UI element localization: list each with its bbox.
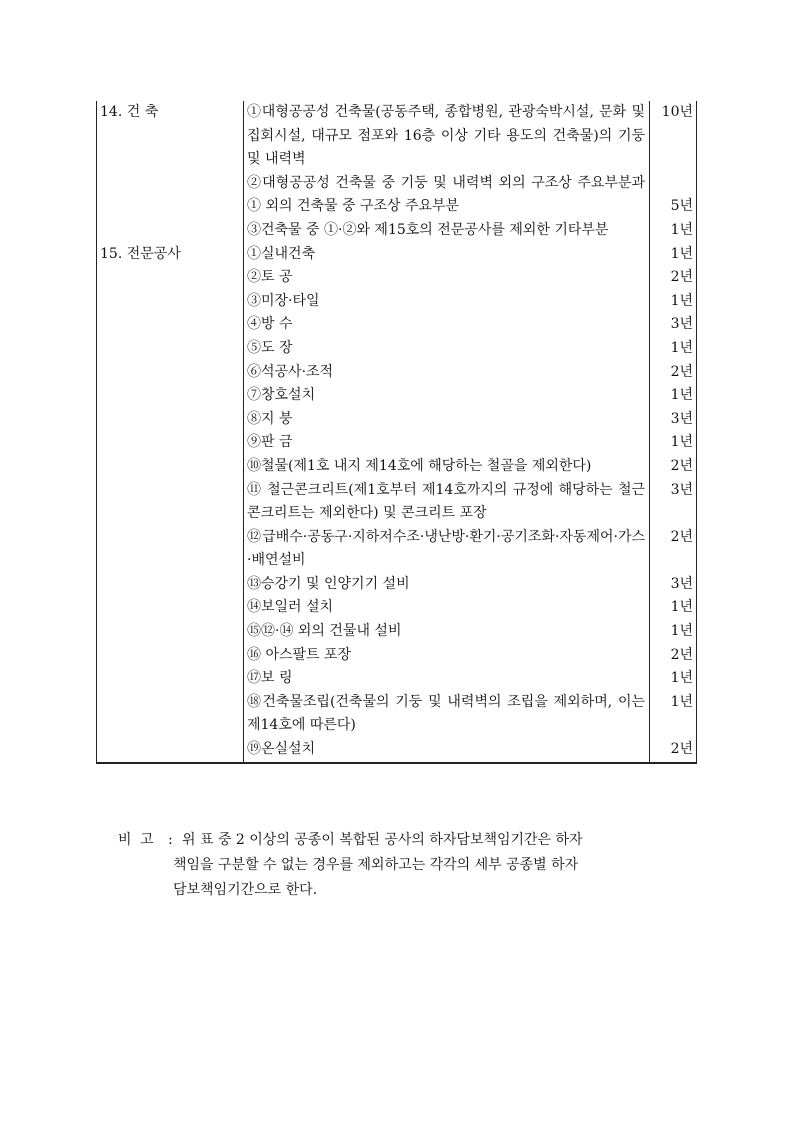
item-cell: ④방 수: [243, 313, 650, 337]
category-cell: [97, 738, 243, 762]
category-cell: [97, 644, 243, 668]
remark-line-3: 담보책임기간으로 한다.: [173, 882, 318, 898]
period-cell: 2년: [670, 457, 693, 474]
category-cell: [97, 266, 243, 290]
period-cell: 3년: [670, 575, 693, 592]
table-row: [97, 266, 696, 290]
table-row: [97, 455, 696, 479]
table-row: [97, 219, 696, 243]
remark-note: [118, 828, 698, 903]
period-cell: 2년: [670, 363, 693, 380]
category-cell: [97, 361, 243, 385]
table-row: [97, 337, 696, 361]
table-row: [97, 596, 696, 620]
table-row: [97, 479, 696, 526]
period-value: 2년: [670, 741, 693, 758]
category-cell: [97, 313, 243, 337]
item-cell: ⑯ 아스팔트 포장: [243, 644, 650, 668]
period-cell: 3년: [670, 316, 693, 333]
item-cell: ⑩철물(제1호 내지 제14호에 해당하는 철골을 제외한다): [243, 455, 650, 479]
table-row: [97, 408, 696, 432]
category-cell: [97, 384, 243, 408]
item-cell: ⑤도 장: [243, 337, 650, 361]
table-row: [97, 361, 696, 385]
remark-colon: :: [168, 832, 173, 848]
category-cell: [97, 573, 243, 597]
period-cell: 1년: [670, 245, 693, 262]
category-cell: [97, 290, 243, 314]
category-cell: [97, 337, 243, 361]
item-cell: ⑫급배수·공동구·지하저수조·냉난방·환기·공기조화·자동제어·가스·배연설비: [243, 526, 650, 573]
table-row: [97, 573, 696, 597]
table-row: [97, 431, 696, 455]
table-row: [97, 101, 696, 172]
category-cell: [97, 691, 243, 738]
item-cell: ①대형공공성 건축물(공동주택, 종합병원, 관광숙박시설, 문화 및 집회시설, 대규모 점포와 16층 이상 기타 용도의 건축물)의 기둥 및 내력벽: [243, 101, 650, 172]
remark-label: 비 고: [118, 832, 156, 848]
period-cell: 10년: [661, 104, 693, 120]
item-cell: ⑥석공사·조적: [243, 361, 650, 385]
remark-line-2: 책임을 구분할 수 없는 경우를 제외하고는 각각의 세부 공종별 하자: [173, 857, 579, 873]
category-cell: [97, 172, 243, 219]
category-cell: 15. 전문공사: [100, 245, 181, 262]
period-cell: 2년: [670, 269, 693, 286]
period-cell: 1년: [670, 623, 693, 640]
period-cell: 2년: [670, 646, 693, 663]
category-cell: 14. 건 축: [100, 104, 159, 120]
item-cell: ⑲온실설치: [243, 738, 650, 762]
period-cell: 1년: [670, 339, 693, 356]
table-row: [97, 172, 696, 219]
period-cell: [650, 172, 696, 219]
table-row: [97, 667, 696, 691]
remark-first-line: [118, 828, 698, 853]
item-cell: ⑪ 철근콘크리트(제1호부터 제14호까지의 규정에 해당하는 철근콘크리트는 제외한다) 및 콘크리트 포장: [243, 479, 650, 526]
category-cell: [97, 620, 243, 644]
table-row: [97, 691, 696, 738]
table-row: [97, 243, 696, 267]
category-cell: [97, 431, 243, 455]
period-cell: 3년: [670, 410, 693, 427]
category-cell: [97, 596, 243, 620]
category-cell: [97, 667, 243, 691]
category-cell: [97, 526, 243, 573]
item-cell: ⑨판 금: [243, 431, 650, 455]
item-cell: ③건축물 중 ①·②와 제15호의 전문공사를 제외한 기타부분: [243, 219, 650, 243]
table-row: [97, 644, 696, 668]
category-cell: [97, 479, 243, 526]
period-cell: 1년: [670, 434, 693, 451]
period-cell: 2년: [670, 528, 693, 545]
item-cell: ⑱건축물조립(건축물의 기둥 및 내력벽의 조립을 제외하며, 이는 제14호에 따른다): [243, 691, 650, 738]
category-cell: [97, 455, 243, 479]
period-cell: 1년: [670, 292, 693, 309]
period-cell: 1년: [670, 221, 693, 238]
period-cell: [650, 738, 696, 762]
item-cell: ⑧지 붕: [243, 408, 650, 432]
warranty-period-table: [96, 101, 697, 764]
item-cell: ②대형공공성 건축물 중 기둥 및 내력벽 외의 구조상 주요부분과 ① 외의 건축물 중 구조상 주요부분: [243, 172, 650, 219]
period-cell: 1년: [670, 670, 693, 687]
period-cell: 1년: [670, 387, 693, 404]
table-row: [97, 290, 696, 314]
table-row: [97, 738, 696, 762]
item-cell: ⑬승강기 및 인양기기 설비: [243, 573, 650, 597]
table-row: [97, 526, 696, 573]
item-cell: ⑭보일러 설치: [243, 596, 650, 620]
period-cell: 1년: [670, 599, 693, 616]
item-cell: ⑮⑫·⑭ 외의 건물내 설비: [243, 620, 650, 644]
item-cell: ⑰보 링: [243, 667, 650, 691]
table-row: [97, 384, 696, 408]
item-cell: ①실내건축: [243, 243, 650, 267]
table-row: [97, 313, 696, 337]
remark-line-1: 위 표 중 2 이상의 공종이 복합된 공사의 하자담보책임기간은 하자: [182, 832, 583, 848]
period-cell: 3년: [670, 481, 693, 498]
category-cell: [97, 408, 243, 432]
item-cell: ③미장·타일: [243, 290, 650, 314]
period-cell: 1년: [670, 693, 693, 710]
period-value: 5년: [670, 198, 693, 215]
item-cell: ②토 공: [243, 266, 650, 290]
item-cell: ⑦창호설치: [243, 384, 650, 408]
table-row: [97, 620, 696, 644]
category-cell: [97, 219, 243, 243]
